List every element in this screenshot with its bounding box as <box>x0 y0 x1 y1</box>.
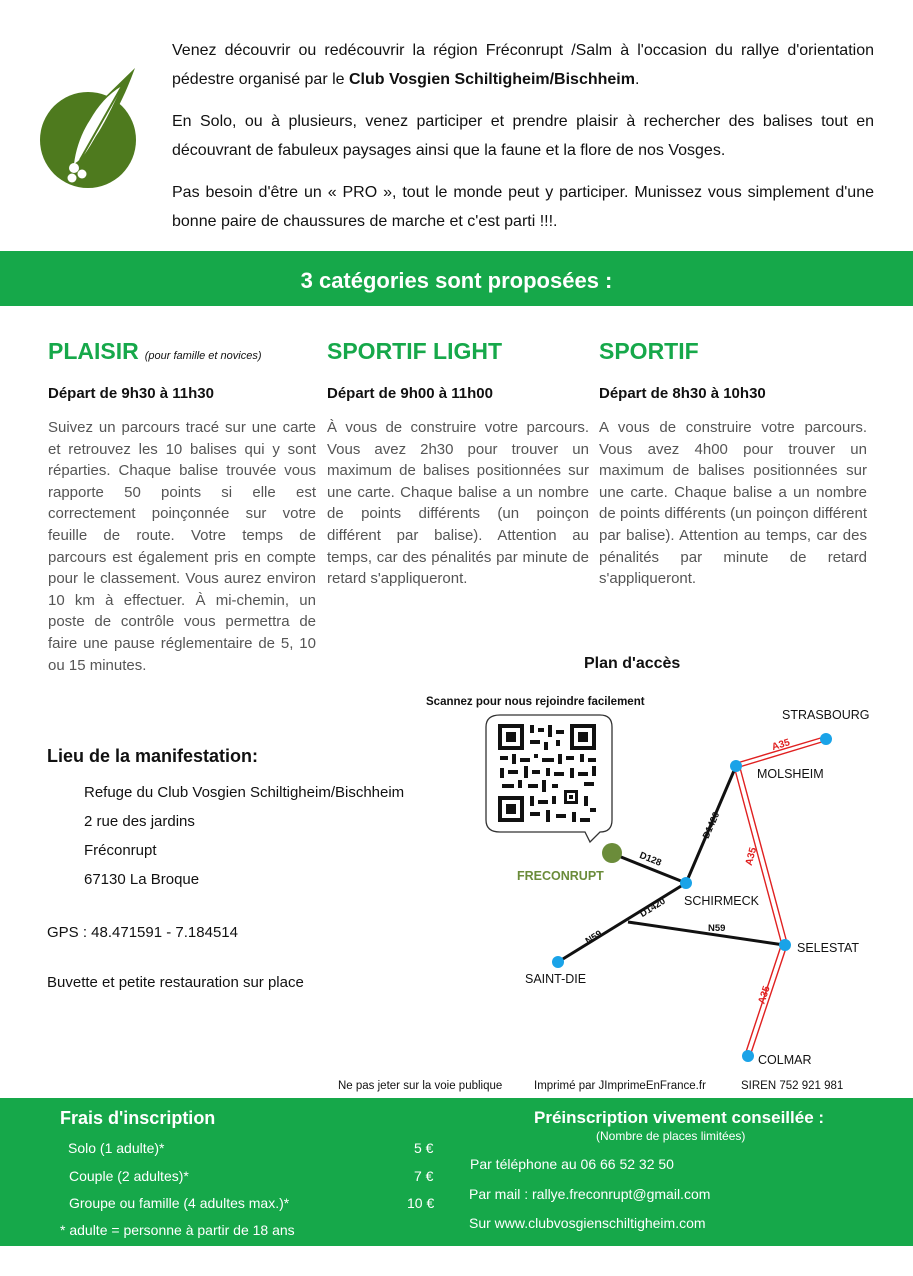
holly-logo <box>38 64 142 192</box>
no-litter-note: Ne pas jeter sur la voie publique <box>338 1080 503 1092</box>
category-plaisir <box>48 338 316 676</box>
preinscription-subtitle: (Nombre de places limitées) <box>596 1129 746 1143</box>
venue-title: Lieu de la manifestation: <box>47 746 259 766</box>
category-title: SPORTIF <box>599 338 699 364</box>
category-sportif-light <box>327 338 589 590</box>
holly-leaf-icon <box>38 64 142 192</box>
intro-paragraph-1: Venez découvrir ou redécouvrir la région Fréconrupt /Salm à l'occasion du rallye d'orientation pédestre organisé par le Club Vosgien Schiltigheim/Bischheim. <box>172 42 874 88</box>
town-dot-selestat <box>779 939 791 951</box>
road-label-d128: D128 <box>637 850 663 869</box>
town-dot-strasbourg <box>820 733 832 745</box>
category-title: SPORTIF LIGHT <box>327 338 503 364</box>
town-label-freconrupt: FRECONRUPT <box>517 869 604 883</box>
category-depart: Départ de 9h30 à 11h30 <box>48 385 214 402</box>
fees-note: * adulte = personne à partir de 18 ans <box>60 1222 295 1238</box>
town-label-schirmeck: SCHIRMECK <box>684 894 760 908</box>
printer-note: Imprimé par JImprimeEnFrance.fr <box>534 1080 706 1092</box>
fee-label: Solo (1 adulte)* <box>68 1140 165 1156</box>
category-description: Suivez un parcours tracé sur une carte et retrouvez les 10 balises qui y sont réparties. Chaque balise trouvée vous rapporte 50 points si elle est correctement poinçonnée sur votre feuille de route. Votre temps de parcours est également pris en compte pour le classement. Vous aurez environ 10 km à effectuer. À mi-chemin, un poste de contrôle vous permettra de faire une pause réglementaire de 5, 10 ou 15 minutes. <box>48 419 316 674</box>
road-label-a35: A35 <box>756 984 773 1006</box>
road-label-n59: N59 <box>583 928 605 948</box>
contact-website[interactable]: Sur www.clubvosgienschiltigheim.com <box>469 1215 706 1231</box>
intro-block <box>172 36 874 249</box>
siren-note: SIREN 752 921 981 <box>741 1080 844 1092</box>
venue-line: Fréconrupt <box>84 842 157 859</box>
road-label-a35: A35 <box>743 846 760 867</box>
venue-line: Refuge du Club Vosgien Schiltigheim/Bischheim <box>84 784 405 801</box>
categories-banner <box>0 251 913 306</box>
town-label-molsheim: MOLSHEIM <box>757 767 824 781</box>
category-sportif <box>599 338 867 590</box>
town-label-selestat: SELESTAT <box>797 941 860 955</box>
fee-label: Couple (2 adultes)* <box>69 1168 189 1184</box>
road-label-n59: N59 <box>708 923 726 934</box>
fee-price: 10 € <box>407 1195 435 1211</box>
fees-title: Frais d'inscription <box>60 1108 216 1128</box>
category-depart: Départ de 9h00 à 11h00 <box>327 385 493 402</box>
town-dot-schirmeck <box>680 877 692 889</box>
venue-line: 67130 La Broque <box>84 871 200 888</box>
fee-price: 5 € <box>414 1140 434 1156</box>
town-label-saintdie: SAINT-DIE <box>525 972 587 986</box>
category-depart: Départ de 8h30 à 10h30 <box>599 385 766 402</box>
fee-price: 7 € <box>414 1168 434 1184</box>
road-label-d1420: D1420 <box>638 895 668 920</box>
fee-label: Groupe ou famille (4 adultes max.)* <box>69 1195 290 1211</box>
category-description: A vous de construire votre parcours. Vous avez 4h00 pour trouver un maximum de balises positionnées sur une carte. Chaque balise a un nombre de points différents (un poinçon différent par balise). Attention au temps, car des pénalités par minute de retard s'appliqueront. <box>599 419 867 588</box>
bottom-band <box>0 1098 913 1246</box>
town-label-strasbourg: STRASBOURG <box>782 708 870 722</box>
town-dot-freconrupt <box>602 843 622 863</box>
venue-line: 2 rue des jardins <box>84 813 195 830</box>
access-map <box>470 708 890 1078</box>
contact-mail[interactable]: Par mail : rallye.freconrupt@gmail.com <box>469 1186 711 1202</box>
club-name: Club Vosgien Schiltigheim/Bischheim <box>349 71 635 88</box>
road-label-d1420: D1420 <box>700 810 723 841</box>
intro-paragraph-3: Pas besoin d'être un « PRO », tout le monde peut y participer. Munissez vous simplement d'une bonne paire de chaussures de marche et c'est parti !!!. <box>172 184 874 230</box>
town-label-colmar: COLMAR <box>758 1053 812 1067</box>
town-dot-colmar <box>742 1050 754 1062</box>
contact-phone: Par téléphone au 06 66 52 32 50 <box>470 1156 674 1172</box>
map-title: Plan d'accès <box>584 655 681 672</box>
road-label-a35: A35 <box>770 737 792 754</box>
intro-paragraph-2: En Solo, ou à plusieurs, venez participer et prendre plaisir à rechercher des balises tout en découvrant de fabuleux paysages ainsi que la faune et la flore de nos Vosges. <box>172 113 874 159</box>
category-title: PLAISIR (pour famille et novices) <box>48 338 262 364</box>
gps-coordinates: GPS : 48.471591 - 7.184514 <box>47 924 238 941</box>
preinscription-title: Préinscription vivement conseillée : <box>534 1108 825 1127</box>
buvette-note: Buvette et petite restauration sur place <box>47 974 304 991</box>
category-description: À vous de construire votre parcours. Vous avez 2h30 pour trouver un maximum de balises positionnées sur une carte. Chaque balise a un nombre de points différents (un poinçon différent par balise). Attention au temps, car des pénalités par minute de retard s'appliqueront. <box>327 419 589 588</box>
categories-heading: 3 catégories sont proposées : <box>300 268 613 293</box>
town-dot-molsheim <box>730 760 742 772</box>
category-note: (pour famille et novices) <box>144 350 262 362</box>
town-dot-saintdie <box>552 956 564 968</box>
qr-caption: Scannez pour nous rejoindre facilement <box>426 696 645 708</box>
qr-code-icon <box>497 722 597 824</box>
